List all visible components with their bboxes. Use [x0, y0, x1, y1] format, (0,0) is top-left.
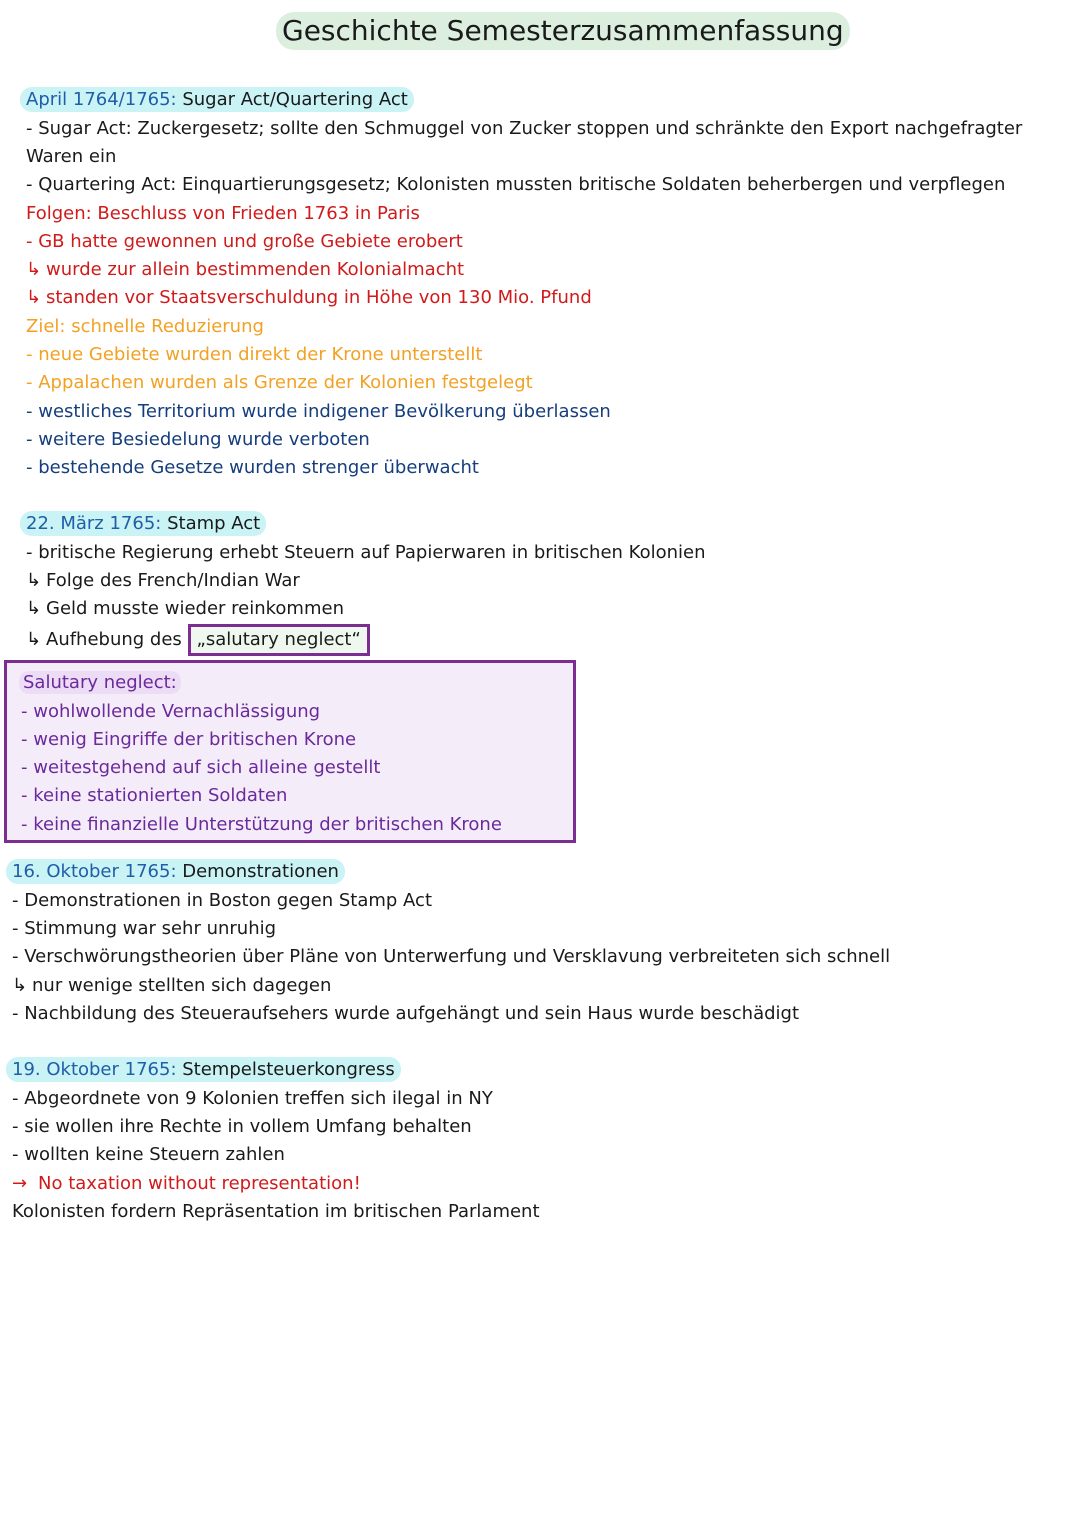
section-date: 19. Oktober 1765: [12, 1059, 177, 1080]
salutary-neglect-box [4, 660, 576, 843]
sub-arrow-icon: ↳ [26, 287, 42, 308]
sub-arrow-icon: ↳ [26, 598, 42, 619]
bullet-quartering-act: - Quartering Act: Einquartierungsgesetz; Kolonisten mussten britische Soldaten beherbergen und verpflegen [26, 174, 1006, 195]
sub-arrow-icon: ↳ [12, 975, 28, 996]
ziel-item: - Appalachen wurden als Grenze der Kolonien festgelegt [26, 372, 533, 393]
section-header-highlight [20, 511, 266, 536]
demo-subitem-text: nur wenige stellten sich dagegen [32, 975, 332, 996]
sub-arrow-icon: ↳ [26, 259, 42, 280]
demo-subitem [12, 974, 331, 998]
section-topic: Demonstrationen [182, 861, 339, 882]
section-topic: Stempelsteuerkongress [182, 1059, 395, 1080]
slogan-text: No taxation without representation! [38, 1173, 361, 1194]
folgen-subitem-text: standen vor Staatsverschuldung in Höhe von 130 Mio. Pfund [46, 287, 592, 308]
navy-item: - bestehende Gesetze wurden strenger überwacht [26, 457, 479, 478]
section-header-highlight [20, 87, 414, 112]
folgen-item: - GB hatte gewonnen und große Gebiete erobert [26, 231, 463, 252]
salutary-heading-text: Salutary neglect: [19, 671, 181, 694]
salutary-item: - wenig Eingriffe der britischen Krone [21, 729, 357, 750]
salutary-item: - keine stationierten Soldaten [21, 785, 288, 806]
section-header-demonstrationen [6, 860, 345, 884]
section-header-stamp-act [20, 512, 266, 536]
folgen-subitem [26, 286, 592, 310]
stamp-subitem [26, 624, 370, 656]
salutary-heading [19, 671, 181, 695]
folgen-heading: Folgen: Beschluss von Frieden 1763 in Paris [26, 203, 420, 224]
salutary-item: - weitestgehend auf sich alleine gestellt [21, 757, 381, 778]
bullet-sugar-act: - Sugar Act: Zuckergesetz; sollte den Schmuggel von Zucker stoppen und schränkte den Export nachgefragter [26, 118, 1023, 139]
demo-item: - Demonstrationen in Boston gegen Stamp Act [12, 890, 433, 911]
page-title: Geschichte Semesterzusammenfassung [276, 12, 850, 50]
ziel-item: - neue Gebiete wurden direkt der Krone unterstellt [26, 344, 483, 365]
slogan [12, 1172, 361, 1196]
stamp-subitem-text: Geld musste wieder reinkommen [46, 598, 344, 619]
stamp-subitem-text: Folge des French/Indian War [46, 570, 300, 591]
salutary-item: - keine finanzielle Unterstützung der britischen Krone [21, 814, 502, 835]
section-header-highlight [6, 1057, 401, 1082]
kongress-item: - wollten keine Steuern zahlen [12, 1144, 285, 1165]
navy-item: - weitere Besiedelung wurde verboten [26, 429, 370, 450]
folgen-subitem [26, 258, 464, 282]
section-date: April 1764/1765: [26, 89, 177, 110]
demo-item: - Stimmung war sehr unruhig [12, 918, 277, 939]
section-topic: Stamp Act [167, 513, 261, 534]
ziel-heading: Ziel: schnelle Reduzierung [26, 316, 264, 337]
right-arrow-icon: → [12, 1173, 28, 1194]
salutary-neglect-term-box: „salutary neglect“ [188, 624, 370, 656]
stamp-subitem [26, 597, 344, 621]
conclusion: Kolonisten fordern Repräsentation im britischen Parlament [12, 1201, 540, 1222]
section-date: 16. Oktober 1765: [12, 861, 177, 882]
kongress-item: - Abgeordnete von 9 Kolonien treffen sich ilegal in NY [12, 1088, 493, 1109]
kongress-item: - sie wollen ihre Rechte in vollem Umfang behalten [12, 1116, 472, 1137]
salutary-item: - wohlwollende Vernachlässigung [21, 701, 321, 722]
section-topic: Sugar Act/Quartering Act [182, 89, 408, 110]
sub-arrow-icon: ↳ [26, 629, 42, 650]
demo-item: - Nachbildung des Steueraufsehers wurde aufgehängt und sein Haus wurde beschädigt [12, 1003, 800, 1024]
folgen-subitem-text: wurde zur allein bestimmenden Kolonialmacht [46, 259, 465, 280]
section-header-stempelsteuerkongress [6, 1058, 401, 1082]
section-header-highlight [6, 859, 345, 884]
demo-item: - Verschwörungstheorien über Pläne von Unterwerfung und Versklavung verbreiteten sich schnell [12, 946, 891, 967]
bullet-sugar-act-cont: Waren ein [26, 146, 117, 167]
section-header-sugar-act [20, 88, 414, 112]
sub-arrow-icon: ↳ [26, 570, 42, 591]
stamp-subitem [26, 569, 300, 593]
navy-item: - westliches Territorium wurde indigener Bevölkerung überlassen [26, 401, 611, 422]
stamp-subitem-text: Aufhebung des [46, 629, 182, 650]
section-date: 22. März 1765: [26, 513, 162, 534]
bullet-stamp-act: - britische Regierung erhebt Steuern auf Papierwaren in britischen Kolonien [26, 542, 706, 563]
